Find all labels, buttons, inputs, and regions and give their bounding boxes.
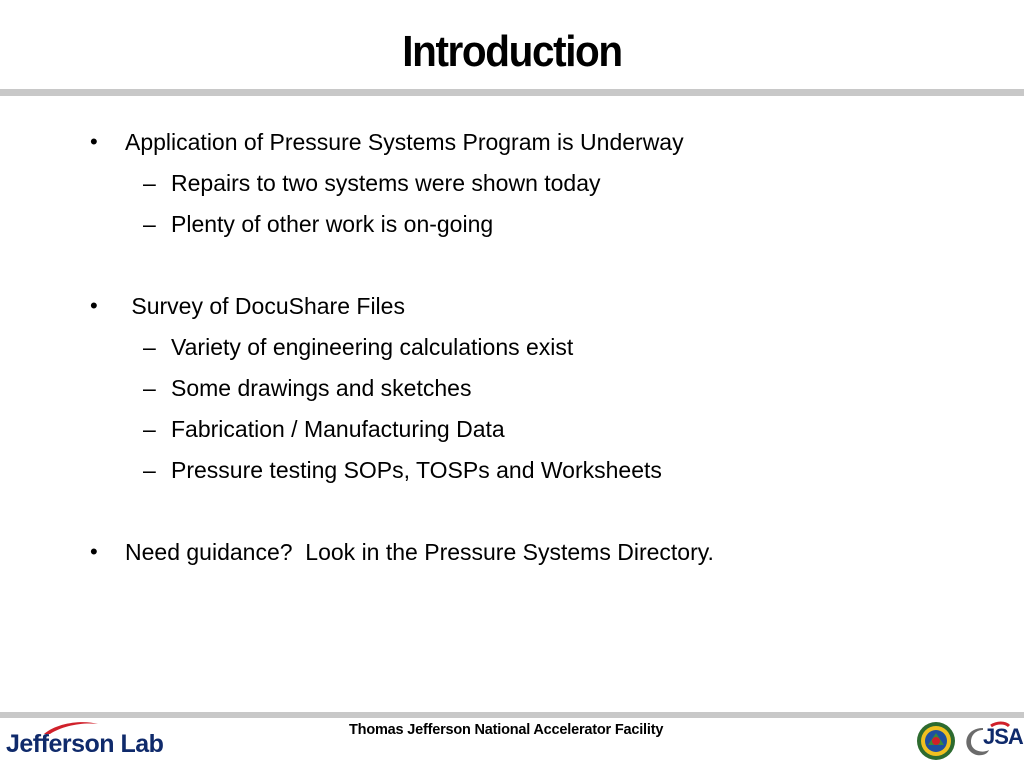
subbullet-text: Repairs to two systems were shown today	[171, 170, 601, 196]
subbullet-marker: –	[143, 457, 156, 483]
subbullet-marker: –	[143, 334, 156, 360]
bullet-text: Survey of DocuShare Files	[125, 293, 405, 319]
subbullet-marker: –	[143, 416, 156, 442]
subbullet-text: Fabrication / Manufacturing Data	[171, 416, 505, 442]
subbullet-text: Variety of engineering calculations exist	[171, 334, 574, 360]
subbullet-text: Pressure testing SOPs, TOSPs and Worksheets	[171, 457, 662, 483]
bullet-marker: •	[90, 293, 98, 318]
subbullet-text: Some drawings and sketches	[171, 375, 472, 401]
doe-seal-icon	[916, 721, 956, 761]
bullet-marker: •	[90, 129, 98, 154]
slide-title: Introduction	[402, 27, 622, 76]
subbullet-marker: –	[143, 170, 156, 196]
jefferson-lab-logo-text: Jefferson Lab	[6, 730, 164, 758]
bullet-text: Application of Pressure Systems Program is Underway	[125, 129, 684, 155]
jefferson-lab-logo	[6, 720, 166, 764]
jsa-logo-text: JSA	[983, 724, 1023, 749]
bullet-marker: •	[90, 539, 98, 564]
jsa-logo	[961, 720, 1021, 762]
subbullet-text: Plenty of other work is on-going	[171, 211, 494, 237]
footer-divider	[0, 712, 1024, 718]
subbullet-marker: –	[143, 211, 156, 237]
footer-organization: Thomas Jefferson National Accelerator Facility	[349, 722, 664, 738]
bullet-text: Need guidance? Look in the Pressure Systems Directory.	[125, 539, 714, 565]
subbullet-marker: –	[143, 375, 156, 401]
